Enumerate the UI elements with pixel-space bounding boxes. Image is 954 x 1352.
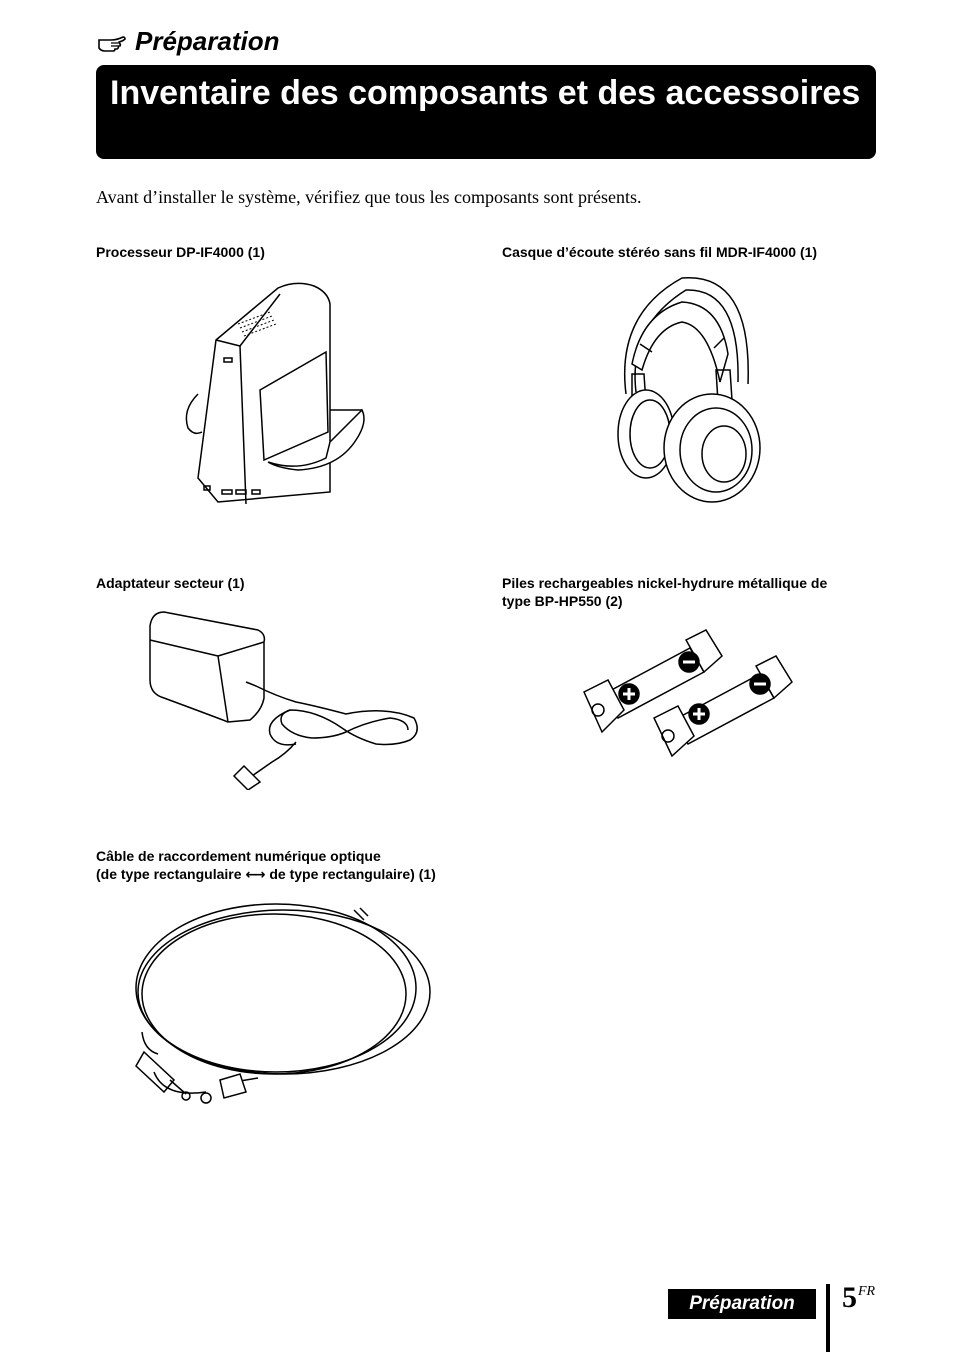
item-label-batteries-line1: Piles rechargeables nickel-hydrure métallique de	[502, 575, 828, 591]
item-label-processor: Processeur DP-IF4000 (1)	[96, 244, 265, 260]
page-title: Inventaire des composants et des accessoires	[110, 74, 861, 112]
headphones-illustration	[612, 274, 762, 511]
footer-rule	[826, 1284, 830, 1352]
item-label-batteries-line2: type BP-HP550 (2)	[502, 593, 623, 609]
pointing-hand-icon	[97, 31, 127, 53]
title-bar	[96, 65, 876, 159]
processor-illustration	[178, 282, 378, 517]
item-label-adapter: Adaptateur secteur (1)	[96, 575, 245, 591]
page-number-value: 5	[842, 1281, 857, 1314]
item-label-optical-cable	[96, 847, 436, 883]
item-label-cable-line2: (de type rectangulaire ⟷ de type rectangulaire) (1)	[96, 866, 436, 882]
item-label-headphones: Casque d’écoute stéréo sans fil MDR-IF4000 (1)	[502, 244, 818, 260]
section-title: Préparation	[135, 26, 280, 56]
page-language: FR	[858, 1284, 876, 1299]
section-heading	[97, 26, 280, 57]
intro-text: Avant d’installer le système, vérifiez que tous les composants sont présents.	[96, 187, 642, 207]
adapter-illustration	[146, 606, 422, 795]
page-number	[842, 1281, 874, 1315]
footer-section-tab: Préparation	[668, 1289, 816, 1319]
optical-cable-illustration	[124, 902, 444, 1115]
item-label-batteries	[502, 574, 827, 610]
item-label-cable-line1: Câble de raccordement numérique optique	[96, 848, 381, 864]
batteries-illustration	[580, 626, 800, 763]
